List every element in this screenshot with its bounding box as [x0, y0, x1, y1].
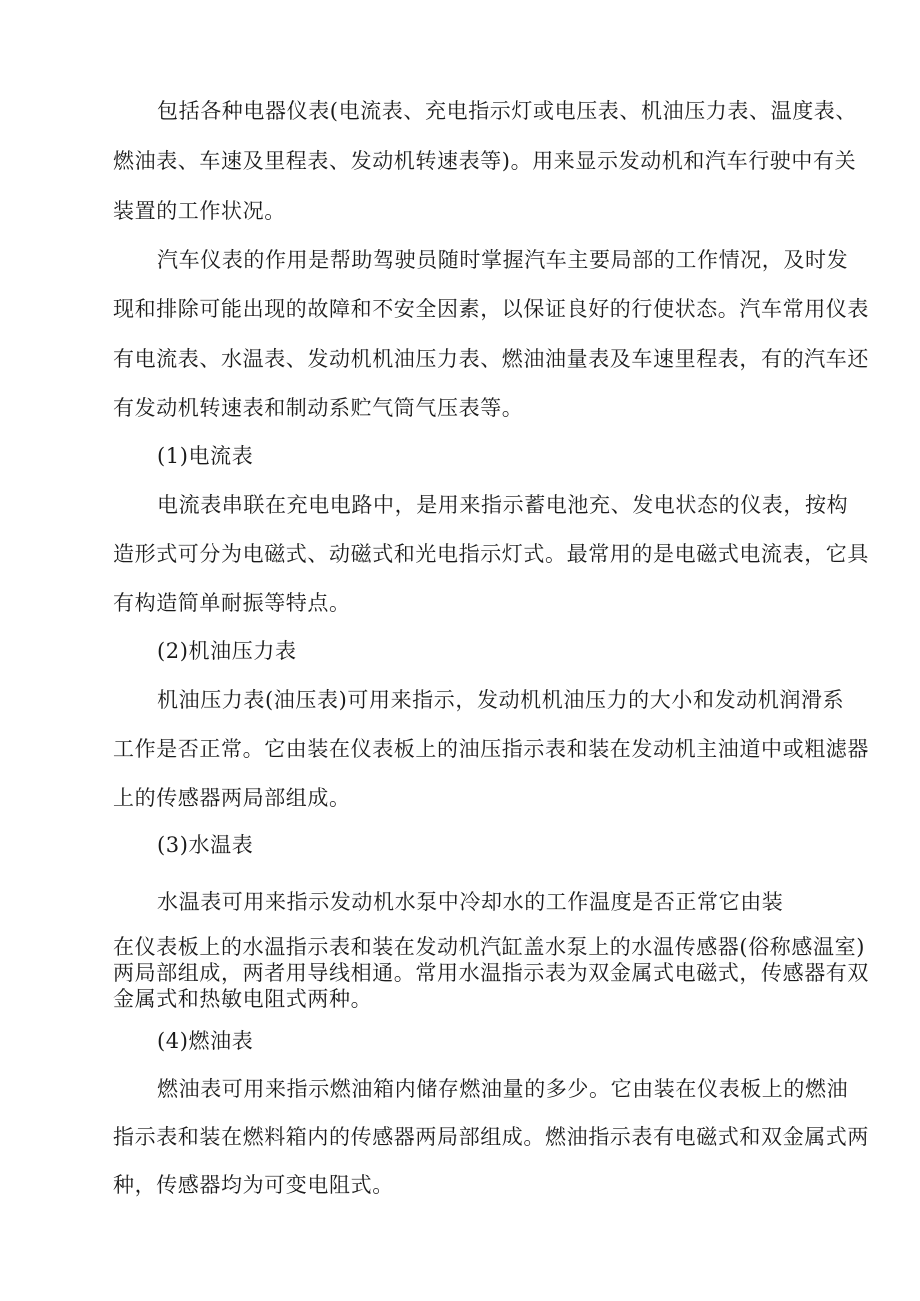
section-oil-pressure-line-3: 上的传感器两局部组成。 — [113, 786, 351, 810]
paragraph-purpose-line-2: 现和排除可能出现的故障和不安全因素，以保证良好的行使状态。汽车常用仪表 — [113, 297, 869, 321]
section-ammeter-line-1: 电流表串联在充电电路中，是用来指示蓄电池充、发电状态的仪表，按构 — [157, 493, 849, 517]
paragraph-purpose-line-1: 汽车仪表的作用是帮助驾驶员随时掌握汽车主要局部的工作情况，及时发 — [157, 248, 849, 272]
section-oil-pressure-line-1: 机油压力表(油压表)可用来指示，发动机机油压力的大小和发动机润滑系 — [157, 688, 845, 712]
section-fuel-line-2: 指示表和装在燃料箱内的传感器两局部组成。燃油指示表有电磁式和双金属式两 — [113, 1125, 869, 1149]
section-heading-ammeter: (1)电流表 — [157, 444, 254, 468]
section-water-temp-line-3: 两局部组成，两者用导线相通。常用水温指示表为双金属式电磁式，传感器有双 — [113, 961, 869, 985]
section-heading-water-temp: (3)水温表 — [157, 833, 254, 857]
section-heading-fuel: (4)燃油表 — [157, 1029, 254, 1053]
section-water-temp-line-2: 在仪表板上的水温指示表和装在发动机汽缸盖水泵上的水温传感器(俗称感温室) — [113, 935, 865, 959]
section-water-temp-line-4: 金属式和热敏电阻式两种。 — [113, 987, 373, 1011]
paragraph-purpose-line-3: 有电流表、水温表、发动机机油压力表、燃油油量表及车速里程表，有的汽车还 — [113, 347, 869, 371]
paragraph-purpose-line-4: 有发动机转速表和制动系贮气筒气压表等。 — [113, 396, 524, 420]
section-ammeter-line-2: 造形式可分为电磁式、动磁式和光电指示灯式。最常用的是电磁式电流表，它具 — [113, 542, 869, 566]
section-fuel-line-1: 燃油表可用来指示燃油箱内储存燃油量的多少。它由装在仪表板上的燃油 — [157, 1077, 849, 1101]
section-ammeter-line-3: 有构造简单耐振等特点。 — [113, 591, 351, 615]
section-fuel-line-3: 种，传感器均为可变电阻式。 — [113, 1173, 394, 1197]
paragraph-intro-line-1: 包括各种电器仪表(电流表、充电指示灯或电压表、机油压力表、温度表、 — [157, 99, 857, 123]
section-water-temp-line-1: 水温表可用来指示发动机水泵中冷却水的工作温度是否正常它由装 — [157, 890, 784, 914]
paragraph-intro-line-2: 燃油表、车速及里程表、发动机转速表等)。用来显示发动机和汽车行驶中有关 — [113, 149, 857, 173]
section-heading-oil-pressure: (2)机油压力表 — [157, 639, 297, 663]
paragraph-intro-line-3: 装置的工作状况。 — [113, 199, 286, 223]
section-oil-pressure-line-2: 工作是否正常。它由装在仪表板上的油压指示表和装在发动机主油道中或粗滤器 — [113, 737, 869, 761]
